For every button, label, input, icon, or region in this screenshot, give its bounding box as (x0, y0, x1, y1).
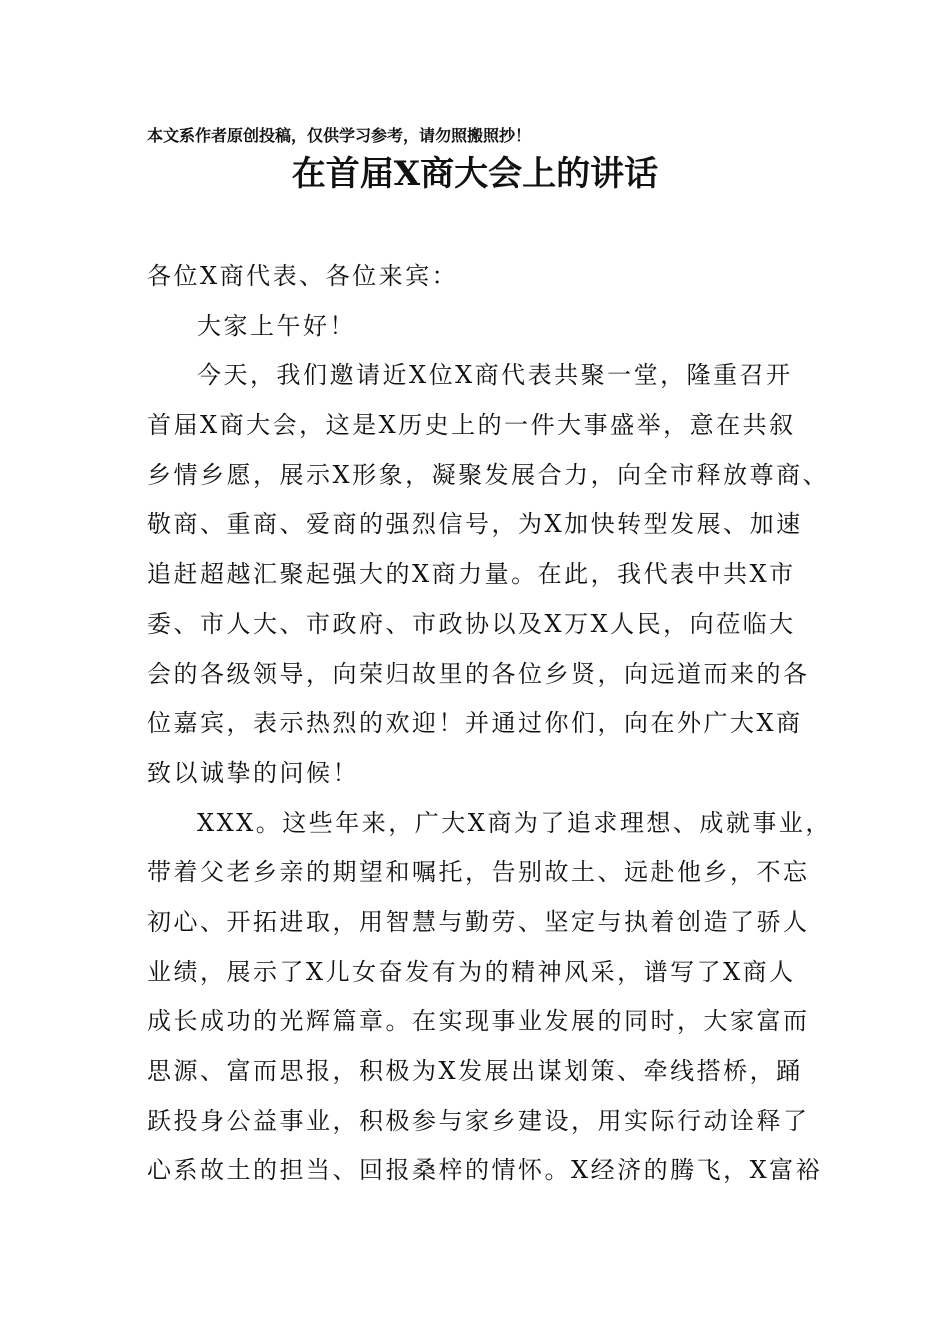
body-line: 今天，我们邀请近X位X商代表共聚一堂，隆重召开 (197, 361, 793, 390)
body-line: 带着父老乡亲的期望和嘱托，告别故土、远赴他乡，不忘 (147, 858, 810, 887)
body-line: 委、市人大、市政府、市政协以及X万X人民，向莅临大 (147, 609, 796, 638)
body-line: 各位X商代表、各位来宾： (147, 262, 459, 290)
body-line: 跃投身公益事业，积极参与家乡建设，用实际行动诠释了 (147, 1106, 810, 1135)
body-line: 成长成功的光辉篇章。在实现事业发展的同时，大家富而 (147, 1007, 810, 1036)
body-line: 敬商、重商、爱商的强烈信号，为X加快转型发展、加速 (147, 510, 803, 539)
body-line: 乡情乡愿，展示X形象，凝聚发展合力，向全市释放尊商、 (147, 460, 830, 489)
copyright-notice: 本文系作者原创投稿，仅供学习参考，请勿照搬照抄！ (147, 126, 532, 145)
body-line: XXX。这些年来，广大X商为了追求理想、成就事业， (197, 808, 832, 837)
body-line: 初心、开拓进取，用智慧与勤劳、坚定与执着创造了骄人 (147, 907, 810, 936)
body-line: 位嘉宾，表示热烈的欢迎！并通过你们，向在外广大X商 (147, 709, 803, 738)
body-line: 业绩，展示了X儿女奋发有为的精神风采，谱写了X商人 (147, 957, 796, 986)
document-title: 在首届X商大会上的讲话 (291, 154, 659, 194)
body-line: 首届X商大会，这是X历史上的一件大事盛举，意在共叙 (147, 411, 796, 440)
document-body (147, 252, 832, 1196)
body-line: 心系故土的担当、回报桑梓的情怀。X经济的腾飞，X富裕 (147, 1156, 823, 1185)
body-line: 追赶超越汇聚起强大的X商力量。在此，我代表中共X市 (147, 560, 796, 589)
body-line: 思源、富而思报，积极为X发展出谋划策、牵线搭桥，踊 (147, 1057, 803, 1085)
body-line: 大家上午好！ (197, 311, 356, 340)
body-line: 会的各级领导，向荣归故里的各位乡贤，向远道而来的各 (147, 659, 810, 688)
body-line: 致以诚挚的问候！ (147, 758, 359, 787)
